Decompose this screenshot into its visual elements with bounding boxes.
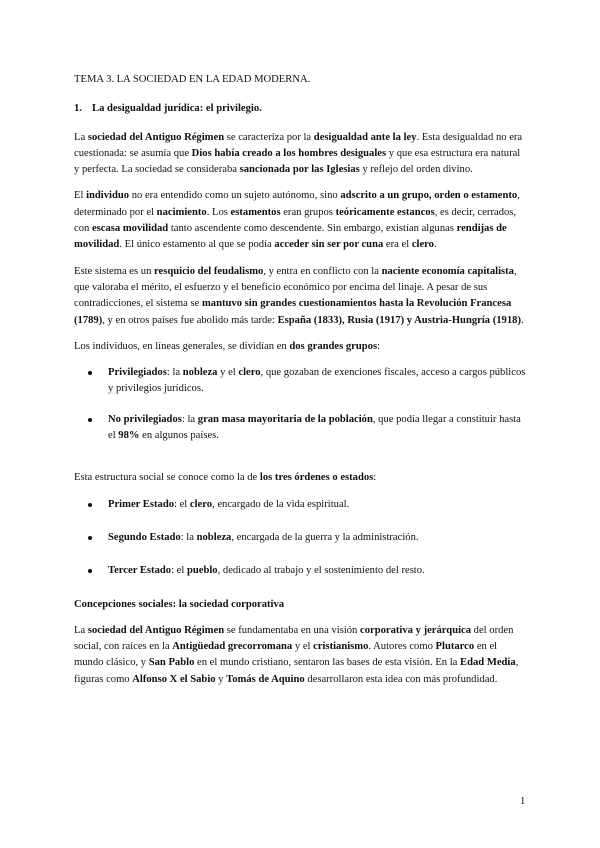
bold-text: nacimiento: [156, 206, 207, 218]
paragraph: La sociedad del Antiguo Régimen se caracteriza por la desigualdad ante la ley. Esta desigualdad no era cuestionada: se asumía que Dios había creado a los hombres desiguales y que esa estructura era natural y perfecta. La sociedad se consideraba sancionada por las Iglesias y reflejo del orden divino.: [74, 131, 523, 176]
bold-text: individuo: [86, 190, 130, 202]
bullet-icon: [88, 418, 92, 422]
list-item-text: No privilegiados: la gran masa mayoritaria de la población, que podía llegar a constituir hasta el 98% en algunos países.: [108, 413, 521, 442]
bold-text: cristianismo: [313, 641, 369, 653]
list-item: [74, 563, 526, 579]
bold-text: teóricamente estancos: [335, 206, 435, 218]
bold-text: clero: [238, 367, 261, 379]
bold-text: No privilegiados: [108, 413, 182, 425]
bullet-icon: [88, 503, 92, 507]
bold-text: Primer Estado: [108, 498, 175, 510]
list-item: [74, 497, 526, 513]
bold-text: Tercer Estado: [108, 565, 172, 577]
list-item-text: Segundo Estado: la nobleza, encargada de la guerra y la administración.: [108, 531, 419, 543]
bold-text: Edad Media: [460, 657, 516, 669]
bold-text: Segundo Estado: [108, 531, 181, 543]
bold-text: Plutarco: [435, 641, 475, 653]
bold-text: nobleza: [182, 367, 218, 379]
bold-text: escasa movilidad: [91, 223, 169, 235]
paragraph: Los individuos, en líneas generales, se dividían en dos grandes grupos:: [74, 340, 381, 352]
list-item: [74, 365, 526, 398]
bold-text: dos grandes grupos: [289, 340, 378, 352]
bold-text: Dios había creado a los hombres desiguales: [191, 147, 387, 159]
bold-text: 98%: [118, 430, 140, 442]
bold-text: pueblo: [186, 565, 218, 577]
list-item: [74, 412, 526, 445]
bold-text: resquicio del feudalismo: [154, 265, 264, 277]
bold-text: San Pablo: [148, 657, 195, 669]
bold-text: mantuvo sin grandes cuestionamientos hasta la Revolución Francesa (1789): [74, 298, 512, 326]
section-heading-text: La desigualdad jurídica: el privilegio.: [92, 103, 262, 115]
bold-text: Privilegiados: [108, 367, 167, 379]
document-title: TEMA 3. LA SOCIEDAD EN LA EDAD MODERNA.: [74, 74, 311, 85]
section-number: 1.: [74, 103, 82, 115]
bold-text: gran masa mayoritaria de la población: [197, 413, 373, 425]
bold-text: sociedad del Antiguo Régimen: [87, 131, 225, 143]
section-heading: [74, 101, 526, 117]
bold-text: Tomás de Aquino: [226, 673, 305, 685]
bullet-icon: [88, 536, 92, 540]
bold-text: naciente economía capitalista: [381, 265, 514, 277]
bold-text: los tres órdenes o estados: [259, 472, 374, 484]
paragraph: La sociedad del Antiguo Régimen se fundamentaba en una visión corporativa y jerárquica del orden social, con raíces en la Antigüedad grecorromana y el cristianismo. Autores como Plutarco en el mundo clásico, y San Pablo en el mundo cristiano, sentaron las bases de esta visión. En la Edad Media, figuras como Alfonso X el Sabio y Tomás de Aquino desarrollaron esta idea con más profundidad.: [74, 624, 519, 685]
bold-text: clero: [411, 239, 434, 251]
list-item-text: Primer Estado: el clero, encargado de la vida espiritual.: [108, 498, 350, 510]
bold-text: rendijas de movilidad: [74, 223, 507, 251]
bold-text: clero: [189, 498, 213, 510]
bold-text: acceder sin ser por cuna: [274, 239, 384, 251]
paragraph: Este sistema es un resquicio del feudalismo, y entra en conflicto con la naciente economía capitalista, que valoraba el mérito, el esfuerzo y el beneficio económico por encima del linaje. A pesar de sus contradicciones, el sistema se mantuvo sin grandes cuestionamientos hasta la Revolución Francesa (1789), y en otros países fue abolido más tarde: España (1833), Rusia (1917) y Austria-Hungría (1918).: [74, 265, 524, 326]
list-item-text: Privilegiados: la nobleza y el clero, que gozaban de exenciones fiscales, acceso a cargos públicos y privilegios jurídicos.: [108, 367, 526, 395]
page-content: [74, 72, 526, 698]
bold-text: sancionada por las Iglesias: [239, 164, 360, 176]
bold-text: España (1833), Rusia (1917) y Austria-Hungría (1918): [277, 314, 521, 326]
bold-text: Antigüedad grecorromana: [172, 641, 293, 653]
bold-text: desigualdad ante la ley: [313, 131, 417, 143]
bold-text: Alfonso X el Sabio: [132, 673, 216, 685]
bold-text: nobleza: [196, 531, 232, 543]
bold-text: adscrito a un grupo, orden o estamento: [340, 190, 518, 202]
list-item-text: Tercer Estado: el pueblo, dedicado al trabajo y el sostenimiento del resto.: [108, 565, 425, 577]
groups-list: [74, 365, 526, 444]
spacer: [74, 458, 526, 470]
estates-list: [74, 497, 526, 580]
paragraph: Esta estructura social se conoce como la de los tres órdenes o estados:: [74, 472, 377, 484]
subheading: [74, 597, 526, 613]
bold-text: estamentos: [230, 206, 281, 218]
bullet-icon: [88, 371, 92, 375]
paragraph: El individuo no era entendido como un sujeto autónomo, sino adscrito a un grupo, orden o estamento, determinado por el nacimiento. Los estamentos eran grupos teóricamente estancos, es decir, cerrados, con escasa movilidad tanto ascendente como descendente. Sin embargo, existían algunas rendijas de movilidad. El único estamento al que se podía acceder sin ser por cuna era el clero.: [74, 190, 520, 251]
list-item: [74, 530, 526, 546]
page-number: 1: [520, 796, 526, 807]
bold-text: sociedad del Antiguo Régimen: [87, 624, 225, 636]
subheading-text: Concepciones sociales: la sociedad corporativa: [74, 598, 285, 610]
bullet-icon: [88, 569, 92, 573]
bold-text: corporativa y jerárquica: [360, 624, 472, 636]
